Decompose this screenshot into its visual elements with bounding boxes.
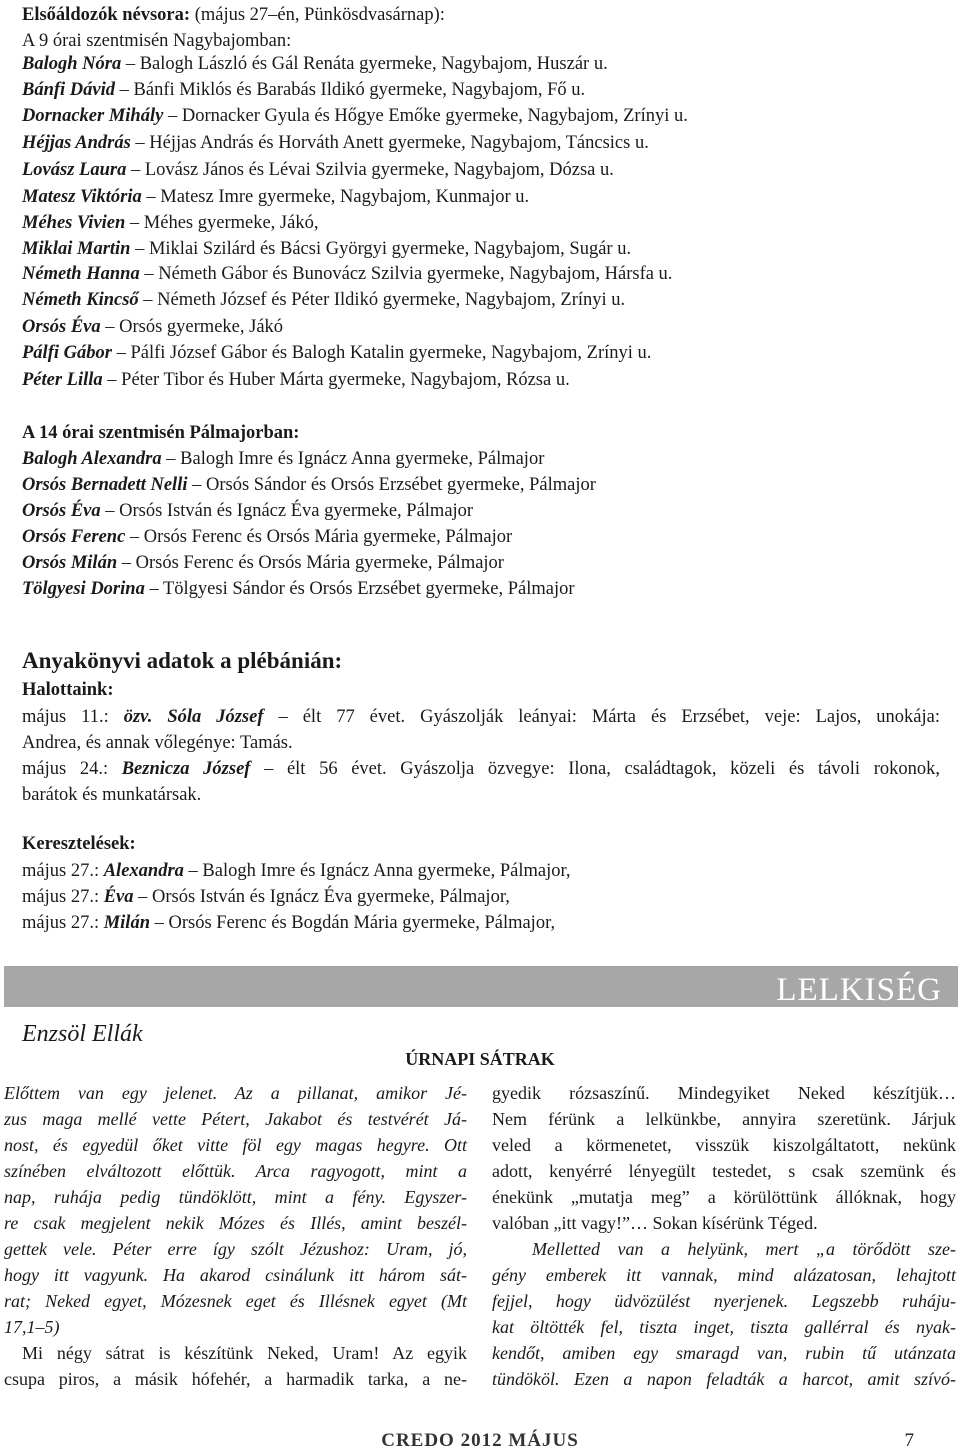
entry-date: május 27.: (22, 861, 104, 881)
list-item (22, 314, 283, 340)
paragraph-line: énekünk „mutatja meg” a körülöttünk állóknak, hogy (492, 1187, 956, 1207)
paragraph-line: Mi négy sátrat is készítünk Neked, Uram! Az egyik (22, 1343, 467, 1363)
person-details: – Méhes gyermeke, Jákó, (125, 213, 319, 233)
entry-date: május 24.: (22, 759, 122, 779)
child-name: Éva (103, 887, 134, 907)
paragraph-line: re csak megjelent nekik Mózes és Illés, amint beszél- (4, 1213, 467, 1233)
list-item (22, 910, 555, 936)
list-item (22, 261, 672, 287)
entry-details: – élt 77 évet. Gyászolják leányai: Márta és Erzsébet, veje: Lajos, unokája: (263, 707, 940, 727)
section-title-date: (május 27–én, Pünkösdvasárnap): (190, 5, 445, 25)
child-name: Alexandra (103, 861, 184, 881)
paragraph-line: nost, és egyedül őket vitte föl egy magas hegyre. Ott (4, 1135, 467, 1155)
list-item (22, 236, 631, 262)
section-label: LELKISÉG (776, 972, 942, 1008)
section-title: Elsőáldozók névsora: (22, 5, 191, 25)
mass-subtitle: A 9 órai szentmisén Nagybajomban: (22, 31, 292, 51)
person-name: Méhes Vivien (22, 213, 126, 233)
page-number: 7 (904, 1430, 914, 1451)
article-right-column (492, 1080, 956, 1392)
person-details: – Bánfi Miklós és Barabás Ildikó gyermeke, Nagybajom, Fő u. (115, 80, 586, 100)
person-details: – Péter Tibor és Huber Márta gyermeke, Nagybajom, Rózsa u. (102, 370, 570, 390)
paragraph-line: fejjel, hogy üdvözülést nyerjenek. Legszebb ruháju- (492, 1291, 956, 1311)
list-item (22, 157, 614, 183)
person-name: Lovász Laura (22, 160, 127, 180)
death-entry-continuation: Andrea, és annak vőlegénye: Tamás. (22, 733, 293, 753)
list-item (22, 51, 608, 77)
paragraph-line: színében elváltozott előttük. Arca ragyogott, mint a (4, 1161, 467, 1181)
person-name: Dornacker Mihály (22, 106, 164, 126)
entry-details: – Orsós István és Ignácz Éva gyermeke, Pálmajor, (133, 887, 510, 907)
death-entry-line (22, 757, 940, 782)
list-item (22, 550, 504, 576)
person-name: Orsós Ferenc (22, 527, 126, 547)
list-item (22, 287, 625, 313)
person-name: Balogh Alexandra (22, 449, 162, 469)
person-details: – Németh Gábor és Bunovácz Szilvia gyermeke, Nagybajom, Hársfa u. (139, 264, 673, 284)
person-details: – Tölgyesi Sándor és Orsós Erzsébet gyermeke, Pálmajor (144, 579, 575, 599)
paragraph-line: kat öltötték fel, tiszta inget, tiszta gallérral és nyak- (492, 1317, 956, 1337)
list-item (22, 472, 596, 498)
article-left-column (4, 1080, 467, 1392)
baptisms-heading: Keresztelések: (22, 834, 136, 854)
palmajor-heading: A 14 órai szentmisén Pálmajorban: (22, 423, 300, 443)
paragraph-line: Melletted van a helyünk, mert „a törődött sze- (532, 1239, 956, 1259)
paragraph-line: nap, ruhája pedig tündöklött, mint a fény. Egyszer- (4, 1187, 467, 1207)
paragraph-line: 17,1–5) (4, 1317, 60, 1337)
entry-details: – élt 56 évet. Gyászolja özvegye: Ilona, családtagok, közeli és távoli rokonok, (250, 759, 940, 779)
person-details: – Pálfi József Gábor és Balogh Katalin gyermeke, Nagybajom, Zrínyi u. (111, 343, 652, 363)
list-item (22, 576, 575, 602)
person-details: – Matesz Imre gyermeke, Nagybajom, Kunmajor u. (141, 187, 530, 207)
paragraph-line: gény emberek itt vannak, mind alázatosan, lehajtott (492, 1265, 956, 1285)
list-item (22, 184, 529, 210)
paragraph-line: adott, kenyérré lényegült testedet, s csak szemünk és (492, 1161, 956, 1181)
entry-date: május 27.: (22, 887, 104, 907)
person-name: Miklai Martin (22, 239, 131, 259)
paragraph-line: zus maga mellé vette Pétert, Jakabot és testvérét Já- (4, 1109, 467, 1129)
person-name: Orsós Éva (22, 501, 101, 521)
registry-heading: Anyakönyvi adatok a plébánián: (22, 648, 343, 673)
paragraph-line: rat; Neked egyet, Mózesnek eget és Illésnek egyet (Mt (4, 1291, 467, 1311)
page-footer (0, 1430, 960, 1454)
entry-details: – Orsós Ferenc és Bogdán Mária gyermeke, Pálmajor, (150, 913, 556, 933)
person-details: – Dornacker Gyula és Hőgye Emőke gyermeke, Nagybajom, Zrínyi u. (163, 106, 688, 126)
paragraph-line: veled a körmenetet, visszük kiszolgáltatott, nekünk (492, 1135, 956, 1155)
person-name: Pálfi Gábor (22, 343, 112, 363)
list-item (22, 498, 473, 524)
person-name: Orsós Éva (22, 317, 101, 337)
person-details: – Balogh Imre és Ignácz Anna gyermeke, Pálmajor (161, 449, 545, 469)
person-details: – Orsós Sándor és Orsós Erzsébet gyermeke, Pálmajor (187, 475, 596, 495)
paragraph-line: tündököl. Ezen a napon feladták a harcot, amit szívó- (492, 1369, 956, 1389)
first-communion-heading (22, 2, 445, 28)
person-details: – Németh József és Péter Ildikó gyermeke, Nagybajom, Zrínyi u. (138, 290, 626, 310)
paragraph-line: Előttem van egy jelenet. Az a pillanat, amikor Jé- (4, 1083, 467, 1103)
paragraph-line: kendőt, amiben egy smaragd van, rubin tű utánzata (492, 1343, 956, 1363)
death-entry-continuation: barátok és munkatársak. (22, 785, 202, 805)
person-name: Bánfi Dávid (22, 80, 116, 100)
person-details: – Lovász János és Lévai Szilvia gyermeke, Nagybajom, Dózsa u. (126, 160, 614, 180)
list-item (22, 524, 512, 550)
list-item (22, 367, 570, 393)
author-name: Enzsöl Ellák (22, 1021, 143, 1047)
paragraph-line: hogy itt vagyunk. Ha akarod csinálunk itt három sát- (4, 1265, 467, 1285)
paragraph-line: csupa piros, a másik hófehér, a harmadik tarka, a ne- (4, 1369, 467, 1389)
list-item (22, 103, 688, 129)
person-name: Orsós Milán (22, 553, 118, 573)
entry-date: május 11.: (22, 707, 124, 727)
person-name: Orsós Bernadett Nelli (22, 475, 188, 495)
paragraph-line: Nem férünk a lelkünkbe, annyira szeretünk. Járjuk (492, 1109, 956, 1129)
list-item (22, 77, 585, 103)
magazine-title: CREDO 2012 MÁJUS (381, 1430, 579, 1451)
list-item (22, 884, 510, 910)
paragraph-line: gyedik rózsaszínű. Mindegyiket Neked készítjük… (492, 1083, 956, 1103)
name-prefix: özv. (123, 707, 168, 727)
paragraph-line: valóban „itt vagy!”… Sokan kísérünk Téged. (492, 1213, 818, 1233)
list-item (22, 858, 571, 884)
death-entry-line (22, 705, 940, 730)
person-details: – Orsós Ferenc és Orsós Mária gyermeke, Pálmajor (125, 527, 513, 547)
person-name: Péter Lilla (22, 370, 103, 390)
deceased-name: Beznicza József (121, 759, 251, 779)
person-details: – Miklai Szilárd és Bácsi Györgyi gyermeke, Nagybajom, Sugár u. (130, 239, 632, 259)
person-details: – Orsós gyermeke, Jákó (100, 317, 284, 337)
person-name: Tölgyesi Dorina (22, 579, 145, 599)
person-name: Balogh Nóra (22, 54, 122, 74)
paragraph-line: gettek vele. Péter erre így szólt Jézushoz: Uram, jó, (4, 1239, 467, 1259)
article-title: ÚRNAPI SÁTRAK (405, 1049, 555, 1069)
child-name: Milán (103, 913, 150, 933)
list-item (22, 130, 649, 156)
list-item (22, 210, 318, 236)
person-details: – Orsós Ferenc és Orsós Mária gyermeke, Pálmajor (117, 553, 504, 573)
person-details: – Héjjas András és Horváth Anett gyermeke, Nagybajom, Táncsics u. (130, 133, 649, 153)
deaths-heading: Halottaink: (22, 680, 114, 700)
list-item (22, 446, 544, 472)
person-name: Németh Kincső (22, 290, 139, 310)
entry-date: május 27.: (22, 913, 104, 933)
person-name: Héjjas András (22, 133, 131, 153)
person-details: – Orsós István és Ignácz Éva gyermeke, Pálmajor (100, 501, 474, 521)
entry-details: – Balogh Imre és Ignácz Anna gyermeke, Pálmajor, (183, 861, 571, 881)
deceased-name: Sóla József (167, 707, 264, 727)
person-name: Matesz Viktória (22, 187, 142, 207)
list-item (22, 340, 651, 366)
person-details: – Balogh László és Gál Renáta gyermeke, Nagybajom, Huszár u. (121, 54, 608, 74)
person-name: Németh Hanna (22, 264, 140, 284)
